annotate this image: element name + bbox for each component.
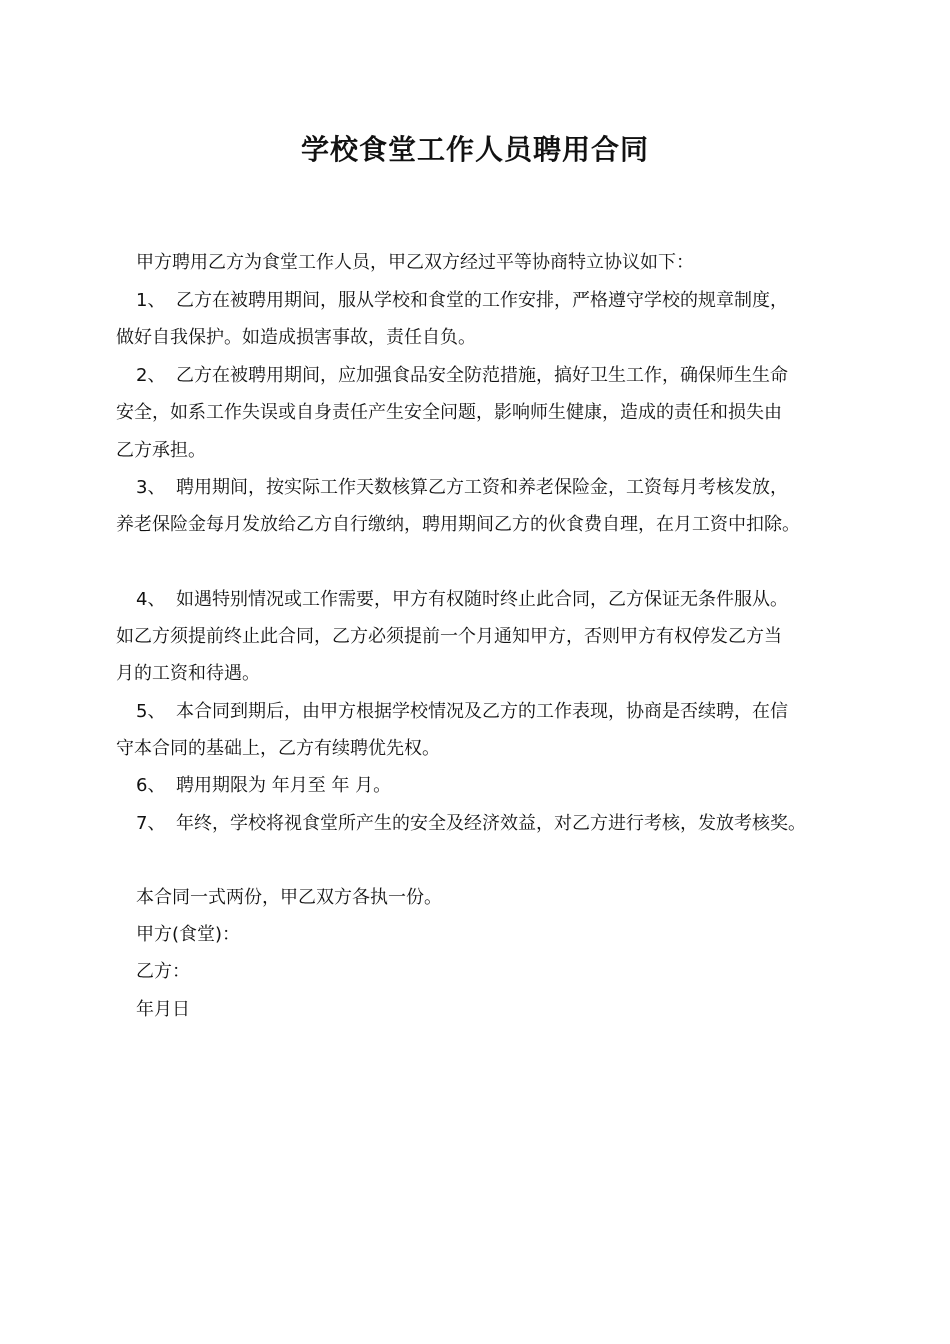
clause-5-text: 本合同到期后，由甲方根据学校情况及乙方的工作表现，协商是否续聘，在信 [176, 701, 788, 722]
clause-5-cont-1: 守本合同的基础上，乙方有续聘优先权。 [116, 738, 440, 759]
clause-2-first-line [136, 363, 788, 389]
clause-1-cont-1: 做好自我保护。如造成损害事故，责任自负。 [116, 327, 476, 348]
clause-6-number: 6、 [136, 775, 166, 796]
clause-3-cont-1: 养老保险金每月发放给乙方自行缴纳，聘用期间乙方的伙食费自理，在月工资中扣除。 [116, 514, 800, 535]
clause-7-text: 年终，学校将视食堂所产生的安全及经济效益，对乙方进行考核，发放考核奖。 [176, 813, 806, 834]
closing-text: 本合同一式两份，甲乙双方各执一份。 [136, 887, 442, 908]
document-title: 学校食堂工作人员聘用合同 [300, 133, 649, 166]
clause-4-cont-2: 月的工资和待遇。 [116, 663, 260, 684]
clause-4-number: 4、 [136, 589, 166, 610]
clause-3-text: 聘用期间，按实际工作天数核算乙方工资和养老保险金，工资每月考核发放， [176, 477, 788, 498]
intro-text: 甲方聘用乙方为食堂工作人员，甲乙双方经过平等协商特立协议如下： [136, 252, 694, 273]
clause-3-number: 3、 [136, 477, 166, 498]
clause-6-text: 聘用期限为 年月至 年 月。 [176, 775, 392, 796]
clause-2-cont-1: 安全，如系工作失误或自身责任产生安全问题，影响师生健康，造成的责任和损失由 [116, 402, 782, 423]
clause-3-first-line [136, 475, 788, 501]
clause-4-first-line [136, 587, 788, 613]
clause-7-number: 7、 [136, 813, 166, 834]
clause-4-cont-1: 如乙方须提前终止此合同，乙方必须提前一个月通知甲方，否则甲方有权停发乙方当 [116, 626, 782, 647]
clause-7-first-line [136, 811, 806, 837]
clause-2-cont-2: 乙方承担。 [116, 440, 206, 461]
clause-5-number: 5、 [136, 701, 166, 722]
date-line: 年月日 [136, 999, 190, 1020]
clause-1-number: 1、 [136, 290, 166, 311]
clause-1-text: 乙方在被聘用期间，服从学校和食堂的工作安排，严格遵守学校的规章制度， [176, 290, 788, 311]
clause-5-first-line [136, 699, 788, 725]
clause-1-first-line [136, 288, 788, 314]
party-b-signature-line: 乙方： [136, 961, 190, 982]
clause-4-text: 如遇特别情况或工作需要，甲方有权随时终止此合同，乙方保证无条件服从。 [176, 589, 788, 610]
clause-2-text: 乙方在被聘用期间，应加强食品安全防范措施，搞好卫生工作，确保师生生命 [176, 365, 788, 386]
clause-2-number: 2、 [136, 365, 166, 386]
clause-6-first-line [136, 773, 391, 799]
party-a-signature-line: 甲方(食堂)： [136, 924, 241, 945]
